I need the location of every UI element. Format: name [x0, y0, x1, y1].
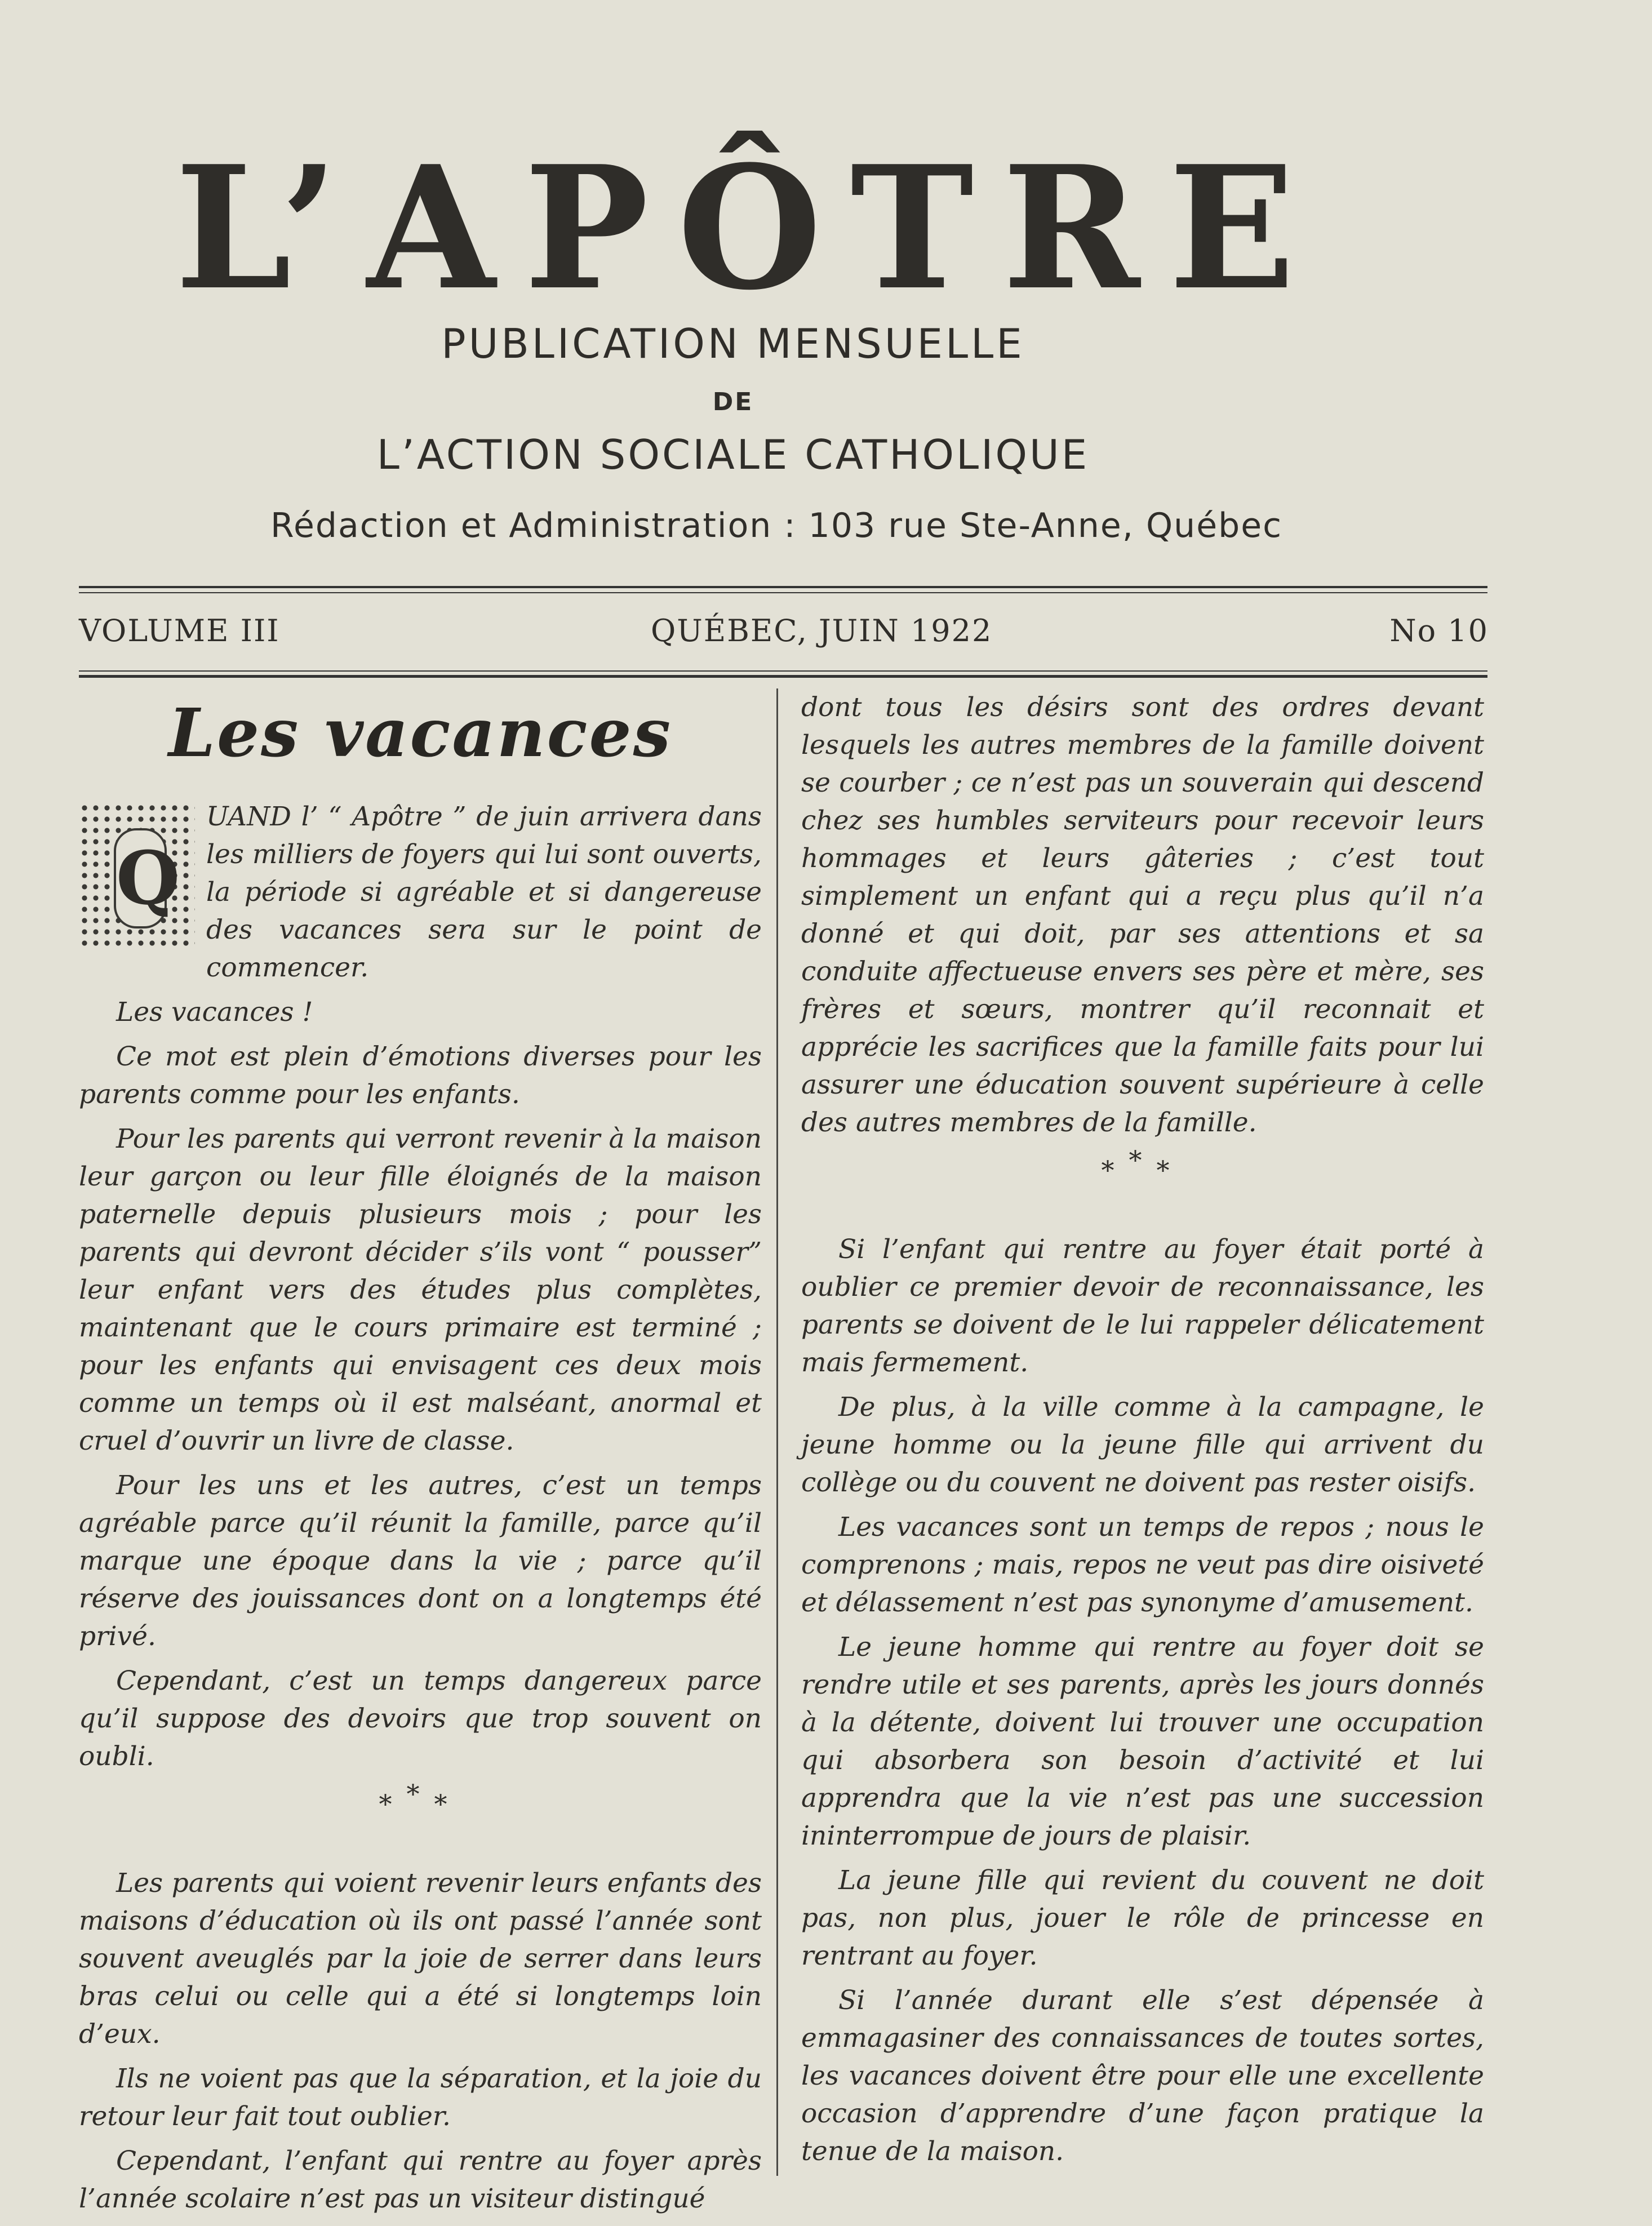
- masthead-address: Rédaction et Administration : 103 rue Ste-Anne, Québec: [270, 506, 1283, 545]
- article-paragraph: Le jeune homme qui rentre au foyer doit se rendre utile et ses parents, après les jours donnés à la détente, doivent lui trouver une occupation qui absorbera son besoin d’activité et lui apprendra que la vie n’est pas une succession ininterrompue de jours de plaisir.: [801, 1632, 1484, 1851]
- article-paragraph: Pour les uns et les autres, c’est un temps agréable parce qu’il réunit la famille, parce qu’il marque une époque dans la vie ; parce qu’il réserve des jouissances dont on a longtemps été privé.: [79, 1470, 762, 1652]
- bottom-rule-thin: [79, 670, 1487, 672]
- article-paragraph: Pour les parents qui verront revenir à la maison leur garçon ou leur fille éloignés de la maison paternelle depuis plusieurs mois ; pour les parents qui devront décider s’ils vont “ pousser” leur enfant vers des études plus complètes, maintenant que le cours primaire est terminé ; pour les enfants qui envisagent ces deux mois comme un temps où il est malséant, anormal et cruel d’ouvrir un livre de classe.: [79, 1123, 762, 1456]
- article-paragraph-continued: dont tous les désirs sont des ordres devant lesquels les autres membres de la famille doivent se courber ; ce n’est pas un souverain qui descend chez ses humbles serviteurs pour recevoir leurs hommages et leurs gâteries ; c’est tout simplement un enfant qui a reçu plus qu’il n’a donné et qui doit, par ses attentions et sa conduite affectueuse envers ses père et mère, ses frères et sœurs, montrer qu’il reconnait et apprécie les sacrifices que la famille faits pour lui assurer une éducation souvent supérieure à celle des autres membres de la famille.: [801, 692, 1484, 1138]
- article-paragraph: Les vacances sont un temps de repos ; nous le comprenons ; mais, repos ne veut pas dire oisiveté et délassement n’est pas synonyme d’amusement.: [801, 1512, 1484, 1618]
- top-rule-thin: [79, 592, 1487, 593]
- masthead-subtitle-organization: L’ACTION SOCIALE CATHOLIQUE: [376, 431, 1090, 478]
- masthead-subtitle-de: DE: [712, 388, 754, 416]
- article-paragraph: Les vacances !: [116, 997, 313, 1028]
- article-paragraph: De plus, à la ville comme à la campagne, le jeune homme ou la jeune fille qui arrivent du collège ou du couvent ne doivent pas rester oisifs.: [801, 1392, 1484, 1498]
- bottom-rule-thick: [79, 675, 1487, 678]
- masthead-subtitle-publication: PUBLICATION MENSUELLE: [441, 320, 1025, 367]
- article-paragraph: Si l’année durant elle s’est dépensée à emmagasiner des connaissances de toutes sortes, les vacances doivent être pour elle une excellente occasion d’apprendre d’une façon pratique la tenue de la maison.: [801, 1985, 1484, 2167]
- top-rule-thick: [79, 586, 1487, 588]
- dropcap-letter: Q: [114, 828, 167, 928]
- article-column-right: [801, 688, 1484, 2177]
- article-paragraph: La jeune fille qui revient du couvent ne doit pas, non plus, jouer le rôle de princesse en rentrant au foyer.: [801, 1865, 1484, 1971]
- column-divider: [776, 688, 778, 2176]
- article-title: Les vacances: [168, 694, 673, 772]
- ornamental-dropcap: [79, 802, 195, 950]
- issue-date: QUÉBEC, JUIN 1922: [651, 613, 993, 648]
- article-paragraph: Les parents qui voient revenir leurs enfants des maisons d’éducation où ils ont passé l’année sont souvent aveuglés par la joie de serrer dans leurs bras celui ou celle qui a été si longtemps loin d’eux.: [79, 1868, 762, 2050]
- issue-volume: VOLUME III: [79, 613, 280, 648]
- article-column-left: [79, 688, 762, 2224]
- article-paragraph: Ils ne voient pas que la séparation, et la joie du retour leur fait tout oublier.: [79, 2063, 762, 2132]
- article-paragraph: Cependant, c’est un temps dangereux parce qu’il suppose des devoirs que trop souvent on oubli.: [79, 1665, 762, 1772]
- article-paragraph: Cependant, l’enfant qui rentre au foyer après l’année scolaire n’est pas un visiteur distingué: [79, 2145, 762, 2214]
- article-paragraph: Ce mot est plein d’émotions diverses pour les parents comme pour les enfants.: [79, 1041, 762, 1110]
- masthead-title: L’APÔTRE: [175, 128, 1324, 327]
- section-separator: ***: [1101, 1145, 1184, 1185]
- article-paragraph: Si l’enfant qui rentre au foyer était porté à oublier ce premier devoir de reconnaissance, les parents se doivent de le lui rappeler délicatement mais fermement.: [801, 1234, 1484, 1378]
- issue-number: No 10: [1389, 613, 1489, 648]
- article-lead-paragraph: [79, 798, 762, 987]
- section-separator: ***: [379, 1779, 462, 1819]
- lead-text: UAND l’ “ Apôtre ” de juin arrivera dans les milliers de foyers qui lui sont ouverts, la période si agréable et si dangereuse des vacances sera sur le point de commencer.: [206, 801, 762, 983]
